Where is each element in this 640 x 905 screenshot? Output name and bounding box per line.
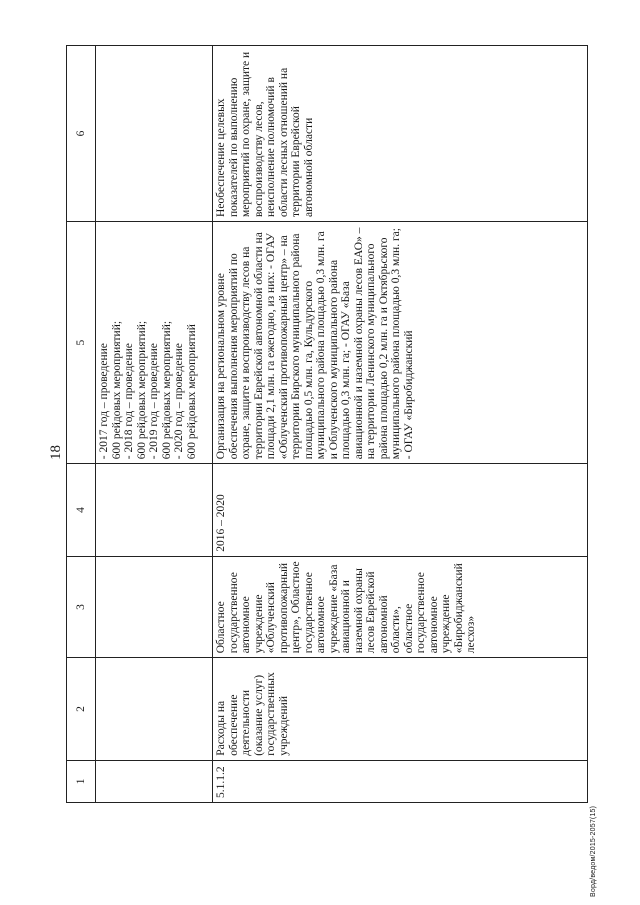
cell-consequences — [96, 46, 213, 222]
column-header-1: 1 — [67, 760, 96, 802]
cell-executor — [96, 556, 213, 658]
cell-result — [96, 221, 213, 463]
page-number: 18 — [48, 445, 64, 460]
cell-period: 2016 – 2020 — [213, 464, 588, 556]
table-row — [96, 46, 213, 803]
result-line: - 2019 год – проведение — [148, 343, 160, 460]
cell-number: 5.1.1.2 — [213, 760, 588, 802]
document-reference: Ворд/ведом/2015-2057(15) — [590, 805, 597, 897]
result-line: - 2017 год – проведение — [98, 343, 110, 460]
cell-name — [96, 658, 213, 761]
result-line: 600 рейдовых мероприятий; — [160, 320, 173, 460]
result-line: - 2020 год – проведение — [173, 343, 185, 460]
measures-table — [66, 45, 588, 803]
cell-consequences: Необеспечение целевых показателей по выполнению мероприятий по охране, защите и воспроизводству лесов, неисполнение полномочий в области лесных отношений на территории Еврейской автономной области — [213, 46, 588, 222]
cell-result: Организация на региональном уровне обеспечения выполнения мероприятий по охране, защите и воспроизводству лесов на территории Еврейской автономной области на площади 2,1 млн. га ежегодно, из них: - ОГАУ «Облученский противопожарный центр» – на территории Бирского муниципального района площадью 0,5 млн. га, Кульдурского муниципального района площадью 0,3 млн. га и Облученского муниципального района площадью 0,3 млн. га; - ОГАУ «База авиационной и наземной охраны лесов ЕАО» – на территории Ленинского муниципального района площадью 0,2 млн. га и Октябрьского муниципального района площадью 0,3 млн. га; - ОГАУ «Биробиджанский — [213, 221, 588, 463]
result-line: 600 рейдовых мероприятий — [185, 324, 198, 460]
column-header-3: 3 — [67, 556, 96, 658]
column-header-2: 2 — [67, 658, 96, 761]
result-line: - 2018 год – проведение — [123, 343, 135, 460]
column-header-4: 4 — [67, 464, 96, 556]
result-line: 600 рейдовых мероприятий; — [110, 320, 123, 460]
cell-period — [96, 464, 213, 556]
table-header-row — [67, 46, 96, 803]
cell-number — [96, 760, 213, 802]
column-header-5: 5 — [67, 221, 96, 463]
result-line: 600 рейдовых мероприятий; — [135, 320, 148, 460]
table-row — [213, 46, 588, 803]
cell-name: Расходы на обеспечение деятельности (оказание услуг) государственных учреждений — [213, 658, 588, 761]
cell-executor: Областное государственное автономное учреждение «Облученский противопожарный центр», Областное государственное автономное учреждение «База авиационной и наземной охраны лесов Еврейской автономной области», областное государственное автономное учреждение «Биробиджанский лесхоз» — [213, 556, 588, 658]
column-header-6: 6 — [67, 46, 96, 222]
